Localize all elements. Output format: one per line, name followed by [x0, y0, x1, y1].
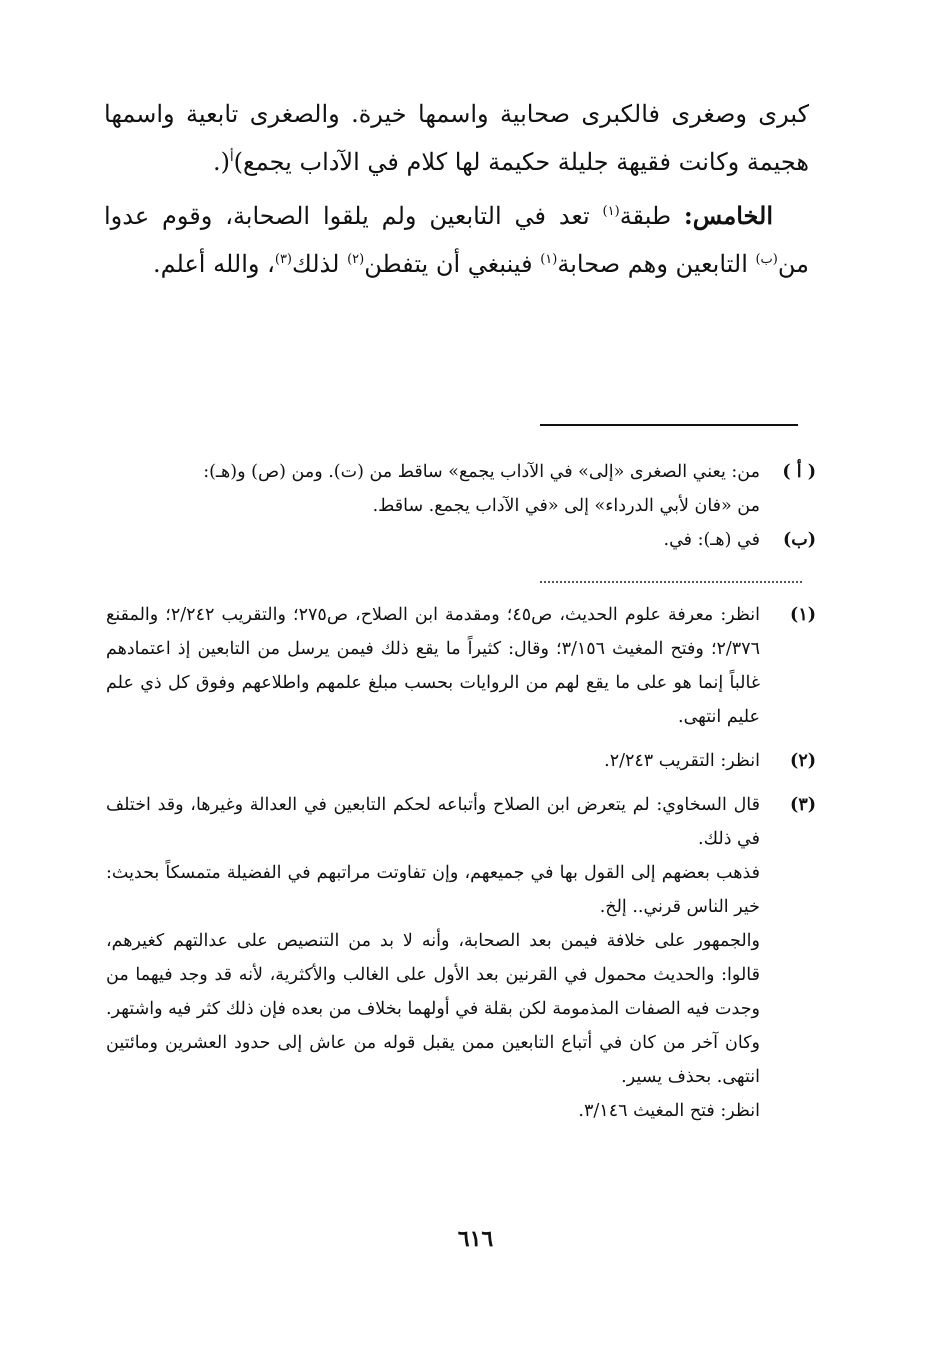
note-line: والجمهور على خلافة فيمن بعد الصحابة، وأنه لا بد من التنصيص على عدالتهم كغيرهم، قالوا: والحديث محمول في القرنين بعد الأول على الغالب والأكثرية، لأنه قد وجد فيهما من وجدت فيه الصفات المذمومة لكن بقلة في أولهما بخلاف من بعده فإن ذلك كثر فيه واشتهر. وكان آخر من كان في أتباع التابعين ممن يقبل قوله من عاش إلى حدود العشرين ومائتين انتهى. بحذف يسير. [106, 931, 760, 1087]
footnote-ref-2: (٢) [347, 252, 365, 267]
dotted-separator [540, 581, 802, 583]
section-label: الخامس: [683, 201, 773, 230]
note-number: (٣) [790, 795, 816, 815]
note-line: قال السخاوي: لم يتعرض ابن الصلاح وأتباعه لحكم التابعين في العدالة وغيرها، وقد اختلف في ذلك. [106, 795, 760, 849]
footnote [106, 598, 816, 734]
note-line: فذهب بعضهم إلى القول بها في جميعهم، وإن تفاوتت مراتبهم في الفضيلة متمسكاً بحديث: خير الناس قرني.. إلخ. [106, 863, 760, 917]
note-number: ( أ ) [782, 462, 816, 482]
note-number: (١) [790, 605, 816, 625]
variant-ref-b: (ب) [755, 252, 778, 267]
footnote-ref-1-repeat: (١) [540, 252, 558, 267]
main-text [104, 90, 809, 288]
note-line: انظر: فتح المغيث ٣/١٤٦. [578, 1101, 760, 1121]
footnote [106, 744, 816, 778]
note-number: (٢) [790, 751, 816, 771]
note-line: من: يعني الصغرى «إلى» في الآداب يجمع» ساقط من (ت). ومن (ص) و(هـ): [203, 462, 760, 482]
paragraph-1: كبرى وصغرى فالكبرى صحابية واسمها خيرة. والصغرى تابعية واسمها هجيمة وكانت فقيهة جليلة حكيمة لها كلام في الآداب يجمع)$^أ$(. [104, 100, 809, 176]
note-line: في (هـ): في. [663, 530, 760, 550]
variant-notes [106, 455, 816, 557]
footnote-separator [540, 424, 798, 426]
footnote-ref-3: (٣) [274, 252, 292, 267]
note-line: من «فان لأبي الدرداء» إلى «في الآداب يجمع. ساقط. [372, 496, 760, 516]
variant-ref-a: أ [230, 150, 234, 165]
note-number: (ب) [782, 530, 816, 550]
footnote [106, 788, 816, 1128]
note-line: انظر: التقريب ٢/٢٤٣. [604, 751, 760, 771]
variant-note [106, 523, 816, 557]
variant-note [106, 455, 816, 523]
paragraph-2: الخامس: طبقة$^{(١)}$ تعد في التابعين ولم يلقوا الصحابة، وقوم عدوا من$^{(ب)}$ التابعين وهم صحابة$^{(١)}$ فينبغي أن يتفطن$^{(٢)}$ لذلك$^{(٣)}$، والله أعلم. [104, 201, 809, 278]
footnotes [106, 598, 816, 1128]
footnote-ref-1: (١) [602, 204, 620, 219]
note-line: انظر: معرفة علوم الحديث، ص٤٥؛ ومقدمة ابن الصلاح، ص٢٧٥؛ والتقريب ٢/٢٤٢؛ والمقنع ٢/٣٧٦؛ وفتح المغيث ٣/١٥٦؛ وقال: كثيراً ما يقع ذلك فيمن يرسل من التابعين إذ اعتمادهم غالباً إنما هو على ما يقع لهم من الروايات بحسب مبلغ علمهم واطلاعهم وفوق كل ذي علم عليم انتهى. [106, 605, 761, 727]
page-number: ٦١٦ [457, 1226, 494, 1252]
